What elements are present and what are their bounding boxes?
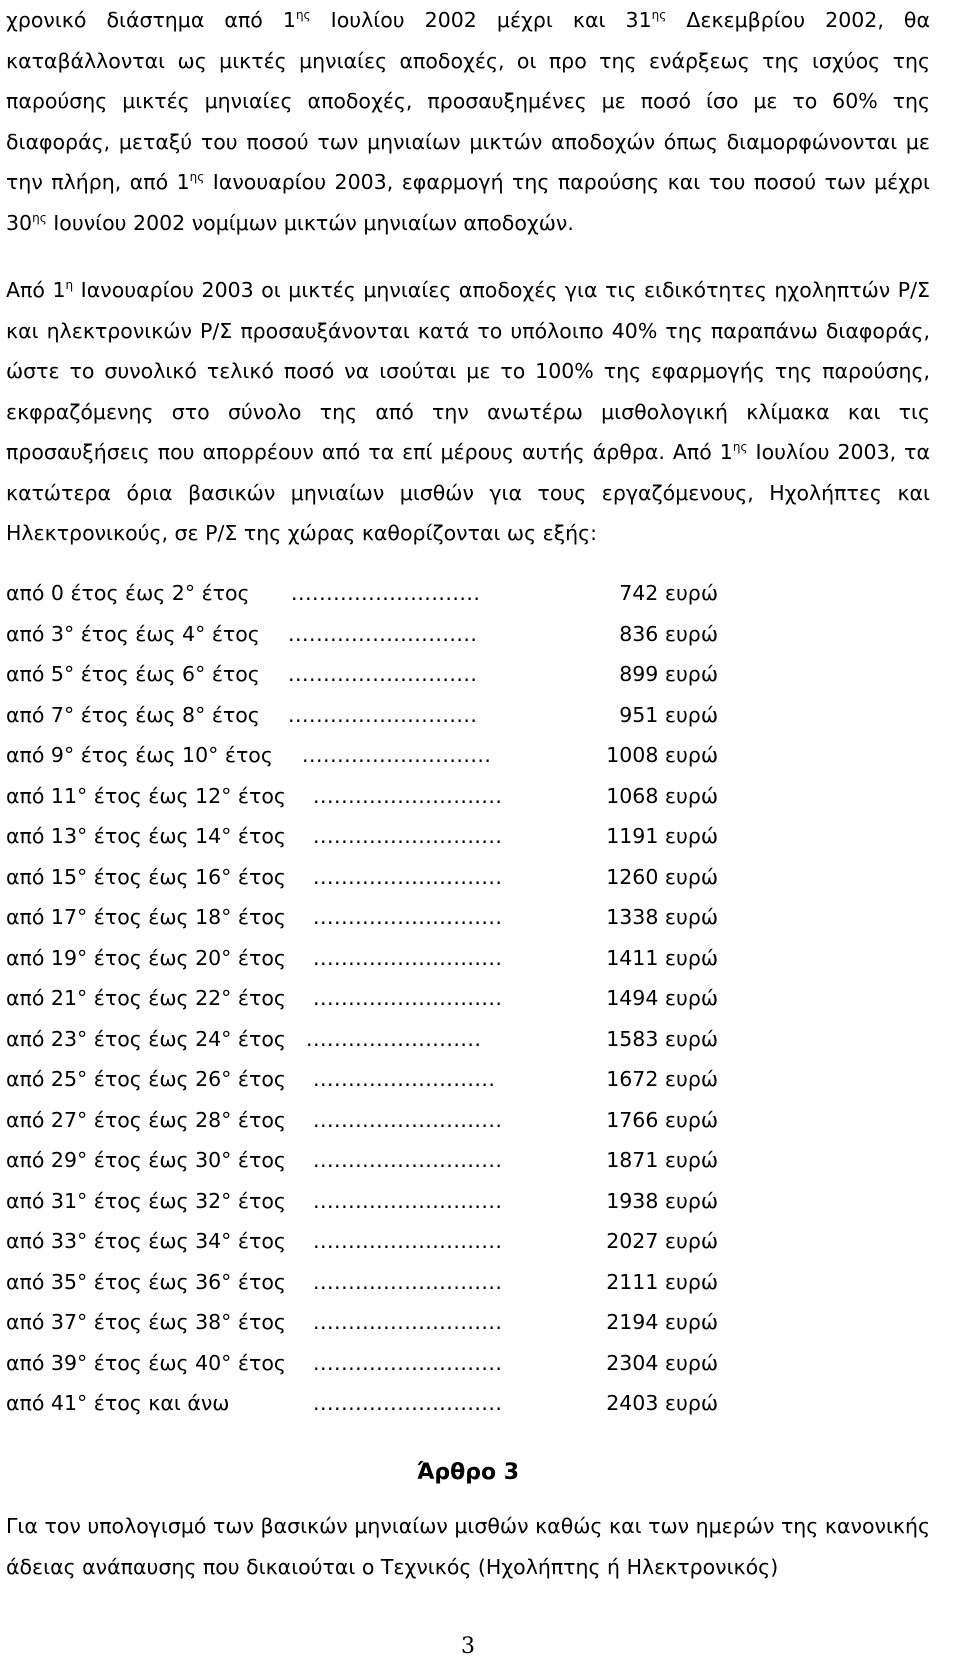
text-span: Ιανουαρίου 2003, εφαρμογή της παρούσης και του ποσού των μέχρι 30 — [6, 170, 930, 235]
service-years-range: από 21° έτος έως 22° έτος — [6, 986, 286, 1010]
service-years-range: από 33° έτος έως 34° έτος — [6, 1229, 286, 1253]
dot-leader: ........................... — [288, 702, 478, 727]
dot-leader: ........................... — [313, 783, 503, 808]
text-span: Δεκεμβρίου 2002, θα καταβάλλονται ως μικτές μηνιαίες αποδοχές, οι προ της ενάρξεως της ισχύος της παρούσης μικτές μηνιαίες αποδοχές, προσαυξημένες με ποσό ίσο με το 60% της διαφοράς, μεταξύ του ποσού των μηνιαίων μικτών αποδοχών όπως διαμορφώνονται με την πλήρη, από 1 — [6, 8, 930, 194]
ordinal-superscript: ης — [732, 440, 748, 454]
dot-leader: ........................... — [313, 1350, 503, 1375]
service-years-range: από 39° έτος έως 40° έτος — [6, 1350, 286, 1375]
service-years-range: από 3° έτος έως 4° έτος — [6, 621, 260, 646]
text-span: Ιουνίου 2002 νομίμων μικτών μηνιαίων αποδοχών. — [46, 210, 574, 235]
paragraph-salary-2003 — [6, 270, 930, 554]
dot-leader: ........................... — [288, 662, 478, 686]
salary-amount: 742 ευρώ — [619, 581, 718, 605]
service-years-range: από 25° έτος έως 26° έτος — [6, 1067, 286, 1091]
dot-leader: ........................... — [313, 1148, 503, 1172]
service-years-range: από 31° έτος έως 32° έτος — [6, 1188, 286, 1213]
salary-scale-row — [6, 1343, 930, 1384]
salary-scale-row — [6, 654, 930, 695]
service-years-range: από 17° έτος έως 18° έτος — [6, 905, 286, 929]
salary-scale-row — [6, 857, 930, 898]
dot-leader: ........................... — [302, 743, 492, 767]
dot-leader: ........................... — [291, 581, 481, 605]
ordinal-superscript: η — [65, 278, 74, 292]
dot-leader: ........................... — [313, 1269, 503, 1294]
dot-leader: ........................... — [313, 1310, 503, 1334]
service-years-range: από 19° έτος έως 20° έτος — [6, 945, 286, 970]
salary-scale-row — [6, 1140, 930, 1181]
salary-scale-row — [6, 1383, 930, 1424]
paragraph-article-3: Για τον υπολογισμό των βασικών μηνιαίων μισθών καθώς και των ημερών της κανονικής άδειας ανάπαυσης που δικαιούται ο Τεχνικός (Ηχολήπτης ή Ηλεκτρονικός) — [6, 1514, 930, 1579]
salary-scale-row — [6, 1019, 930, 1060]
text-span: Από 1 — [6, 278, 66, 302]
salary-amount: 1260 ευρώ — [606, 864, 718, 889]
dot-leader: ........................... — [313, 986, 503, 1010]
dot-leader: ........................... — [288, 621, 478, 646]
service-years-range: από 7° έτος έως 8° έτος — [6, 702, 260, 727]
salary-scale-list — [6, 573, 930, 1424]
salary-scale-row — [6, 1059, 930, 1100]
service-years-range: από 13° έτος έως 14° έτος — [6, 824, 286, 848]
salary-scale-row — [6, 735, 930, 776]
salary-amount: 1672 ευρώ — [606, 1067, 718, 1091]
service-years-range: από 9° έτος έως 10° έτος — [6, 743, 273, 767]
salary-amount: 899 ευρώ — [619, 662, 718, 686]
dot-leader: ........................... — [313, 1391, 503, 1415]
salary-amount: 2027 ευρώ — [606, 1229, 718, 1253]
service-years-range: από 11° έτος έως 12° έτος — [6, 783, 286, 808]
salary-scale-row — [6, 816, 930, 857]
salary-amount: 2111 ευρώ — [606, 1269, 718, 1294]
salary-amount: 2304 ευρώ — [606, 1350, 718, 1375]
salary-scale-row — [6, 1181, 930, 1222]
service-years-range: από 29° έτος έως 30° έτος — [6, 1148, 286, 1172]
ordinal-superscript: ης — [651, 8, 667, 22]
salary-scale-row — [6, 1221, 930, 1262]
salary-amount: 1411 ευρώ — [606, 945, 718, 970]
dot-leader: ......................... — [306, 1026, 482, 1051]
ordinal-superscript: ης — [189, 170, 205, 184]
text-span: χρονικό διάστημα από 1 — [6, 8, 296, 32]
salary-amount: 2403 ευρώ — [606, 1391, 718, 1415]
salary-amount: 1766 ευρώ — [606, 1107, 718, 1132]
salary-scale-row — [6, 897, 930, 938]
salary-amount: 1338 ευρώ — [606, 905, 718, 929]
dot-leader: .......................... — [313, 1067, 496, 1091]
service-years-range: από 41° έτος και άνω — [6, 1391, 230, 1415]
text-span: Ιουλίου 2003, τα κατώτερα όρια βασικών μηνιαίων μισθών για τους εργαζόμενους, Ηχολήπτες και Ηλεκτρονικούς, σε Ρ/Σ της χώρας καθορίζονται ως εξής: — [6, 440, 930, 545]
text-span: Ιανουαρίου 2003 οι μικτές μηνιαίες αποδοχές για τις ειδικότητες ηχοληπτών Ρ/Σ και ηλεκτρονικών Ρ/Σ προσαυξάνονται κατά το υπόλοιπο 40% της παραπάνω διαφοράς, ώστε το συνολικό τελικό ποσό να ισούται με το 100% της εφαρμογής της παρούσης, εκφραζόμενης στο σύνολο της από την ανωτέρω μισθολογική κλίμακα και τις προσαυξήσεις που απορρέουν από τα επί μέρους αυτής άρθρα. Από 1 — [6, 278, 931, 464]
salary-amount: 1191 ευρώ — [606, 824, 718, 848]
salary-amount: 1583 ευρώ — [606, 1026, 718, 1051]
service-years-range: από 35° έτος έως 36° έτος — [6, 1269, 286, 1294]
salary-amount: 1938 ευρώ — [606, 1188, 718, 1213]
salary-amount: 1008 ευρώ — [606, 743, 718, 767]
dot-leader: ........................... — [313, 1188, 503, 1213]
text-span: Ιουλίου 2002 μέχρι και 31 — [310, 8, 652, 32]
dot-leader: ........................... — [313, 1107, 503, 1132]
service-years-range: από 27° έτος έως 28° έτος — [6, 1107, 286, 1132]
paragraph-salary-transition-2002 — [6, 0, 930, 243]
salary-scale-row — [6, 614, 930, 655]
service-years-range: από 37° έτος έως 38° έτος — [6, 1310, 286, 1334]
salary-amount: 836 ευρώ — [619, 621, 718, 646]
salary-amount: 951 ευρώ — [619, 702, 718, 727]
service-years-range: από 0 έτος έως 2° έτος — [6, 581, 250, 605]
dot-leader: ........................... — [313, 1229, 503, 1253]
salary-scale-row — [6, 1100, 930, 1141]
service-years-range: από 15° έτος έως 16° έτος — [6, 864, 286, 889]
salary-scale-row — [6, 978, 930, 1019]
salary-scale-row — [6, 573, 930, 614]
dot-leader: ........................... — [313, 864, 503, 889]
dot-leader: ........................... — [313, 905, 503, 929]
article-heading: Άρθρο 3 — [416, 1460, 520, 1485]
dot-leader: ........................... — [313, 945, 503, 970]
ordinal-superscript: ης — [295, 8, 311, 22]
salary-scale-row — [6, 1302, 930, 1343]
salary-amount: 2194 ευρώ — [606, 1310, 718, 1334]
salary-amount: 1871 ευρώ — [606, 1148, 718, 1172]
service-years-range: από 23° έτος έως 24° έτος — [6, 1026, 286, 1051]
salary-scale-row — [6, 1262, 930, 1303]
salary-scale-row — [6, 695, 930, 736]
salary-amount: 1068 ευρώ — [606, 783, 718, 808]
salary-scale-row — [6, 938, 930, 979]
dot-leader: ........................... — [313, 824, 503, 848]
service-years-range: από 5° έτος έως 6° έτος — [6, 662, 260, 686]
salary-scale-row — [6, 776, 930, 817]
salary-amount: 1494 ευρώ — [606, 986, 718, 1010]
page-number: 3 — [461, 1634, 475, 1659]
ordinal-superscript: ης — [32, 210, 47, 225]
